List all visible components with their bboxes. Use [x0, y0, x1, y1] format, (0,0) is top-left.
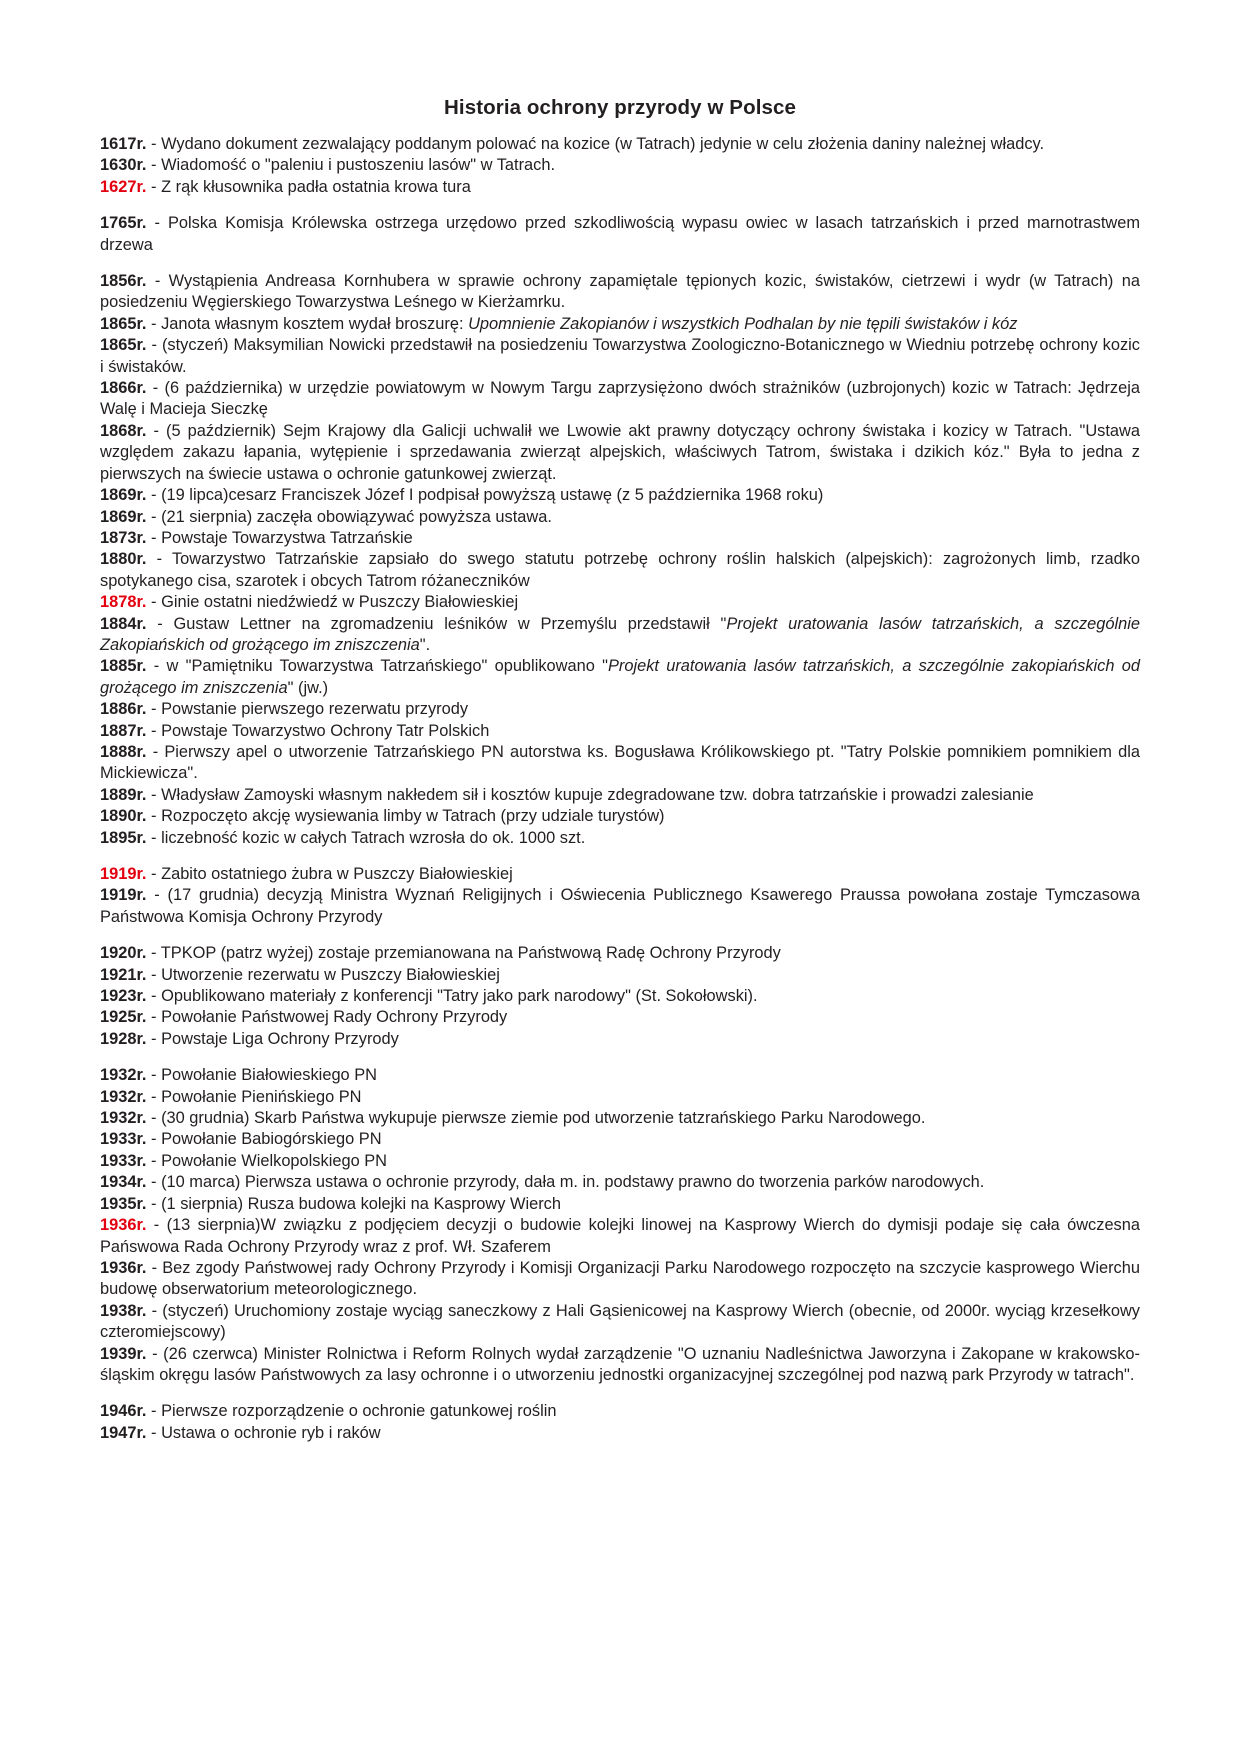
timeline-entry [100, 1401, 1140, 1422]
entry-text: " (jw.) [287, 678, 329, 697]
entry-text: - (1 sierpnia) Rusza budowa kolejki na Kasprowy Wierch [146, 1194, 561, 1213]
timeline-entry [100, 885, 1140, 928]
entry-year: 1630r. [100, 156, 147, 175]
entry-year: 1880r. [100, 550, 147, 569]
section-spacer [100, 256, 1140, 271]
entry-year: 1932r. [100, 1066, 147, 1085]
entry-text: - Bez zgody Państwowej rady Ochrony Przyrody i Komisji Organizacji Parku Narodowego rozpoczęto na szczycie kasprowego Wierchu budowę obserwatorium meteorologicznego. [100, 1258, 1140, 1299]
timeline-entry [100, 614, 1140, 657]
entry-text: - Powstaje Towarzystwa Tatrzańskie [146, 528, 413, 547]
timeline-entry [100, 378, 1140, 421]
timeline-group [100, 1065, 1140, 1386]
entry-year: 1920r. [100, 944, 147, 963]
entry-year: 1866r. [100, 379, 147, 398]
timeline-entry [100, 1258, 1140, 1301]
entry-year: 1933r. [100, 1130, 147, 1149]
entry-year: 1947r. [100, 1423, 147, 1442]
timeline-entry [100, 656, 1140, 699]
entry-year: 1873r. [100, 528, 147, 547]
entry-year: 1887r. [100, 721, 147, 740]
entry-year: 1627r. [100, 177, 147, 196]
entry-text: - TPKOP (patrz wyżej) zostaje przemianowana na Państwową Radę Ochrony Przyrody [146, 944, 781, 963]
timeline-entry [100, 742, 1140, 785]
entry-text: - Gustaw Lettner na zgromadzeniu leśników w Przemyślu przedstawił " [146, 614, 727, 633]
entry-year: 1617r. [100, 135, 147, 153]
entry-year: 1919r. [100, 886, 147, 905]
entry-year: 1878r. [100, 593, 147, 612]
timeline-entry [100, 485, 1140, 506]
entry-year: 1856r. [100, 272, 147, 291]
entry-text: - Utworzenie rezerwatu w Puszczy Białowieskiej [146, 965, 500, 984]
entry-year: 1884r. [100, 614, 147, 633]
timeline-entry [100, 785, 1140, 806]
entry-text: - Wystąpienia Andreasa Kornhubera w sprawie ochrony zapamiętale tępionych kozic, świstaków, cietrzewi i wydr (w Tatrach) na posiedzeniu Węgierskiego Towarzystwa Leśnego w Kierżamrku. [100, 272, 1140, 312]
entry-year: 1932r. [100, 1087, 147, 1106]
entry-text: - Janota własnym kosztem wydał broszurę: [146, 314, 469, 333]
entry-year: 1919r. [100, 865, 147, 883]
section-spacer [100, 198, 1140, 213]
entry-text: - Władysław Zamoyski własnym nakłedem sił i kosztów kupuje zdegradowane tzw. dobra tatrzańskie i prowadzi zalesianie [146, 785, 1034, 804]
timeline-entry [100, 864, 1140, 885]
section-spacer [100, 928, 1140, 943]
timeline-entry [100, 1108, 1140, 1129]
timeline-entry [100, 1087, 1140, 1108]
entry-year: 1869r. [100, 507, 147, 526]
entry-text: - (30 grudnia) Skarb Państwa wykupuje pierwsze ziemie pod utworzenie tatzrańskiego Parku Narodowego. [146, 1109, 926, 1128]
entry-text: - Opublikowano materiały z konferencji "Tatry jako park narodowy" (St. Sokołowski). [146, 987, 758, 1006]
entry-year: 1932r. [100, 1109, 147, 1128]
timeline-entry [100, 271, 1140, 314]
entry-text: - Powołanie Wielkopolskiego PN [146, 1151, 388, 1170]
entry-text: - (26 czerwca) Minister Rolnictwa i Reform Rolnych wydał zarządzenie "O uznaniu Nadleśnictwa Jaworzyna i Zakopane w krakowsko-śląskim okręgu lasów Państwowych za lasy ochronne i o utworzeniu jednostki organizacyjnej szczególnej pod nazwą park Przyrody w tatrach". [100, 1344, 1140, 1384]
entry-text: - Powołanie Babiogórskiego PN [146, 1130, 382, 1149]
entry-year: 1933r. [100, 1151, 147, 1170]
timeline-entry [100, 528, 1140, 549]
entry-year: 1885r. [100, 657, 147, 676]
entry-text: - (19 lipca)cesarz Franciszek Józef I podpisał powyższą ustawę (z 5 października 1968 roku) [146, 486, 824, 505]
entry-text: - Powstaje Liga Ochrony Przyrody [146, 1029, 399, 1048]
timeline-entry [100, 699, 1140, 720]
entry-text: ". [419, 635, 431, 654]
timeline-entry [100, 155, 1140, 176]
entry-text: - (6 października) w urzędzie powiatowym w Nowym Targu zaprzysiężono dwóch strażników (uzbrojonych) kozic w Tatrach: Jędrzeja Walę i Macieja Sieczkę [100, 379, 1140, 419]
entry-text: - liczebność kozic w całych Tatrach wzrosła do ok. 1000 szt. [146, 828, 586, 847]
entry-year: 1923r. [100, 987, 147, 1006]
timeline-entry [100, 806, 1140, 827]
timeline-group [100, 1401, 1140, 1444]
entry-title-italic: Projekt uratowania lasów tatrzańskich, a szczególnie Zakopiańskich od grożącego im zniszczenia [100, 614, 1141, 654]
timeline-group [100, 134, 1140, 198]
timeline-group [100, 213, 1140, 256]
page-title: Historia ochrony przyrody w Polsce [444, 96, 796, 119]
timeline-entry [100, 1172, 1140, 1193]
entry-year: 1865r. [100, 336, 147, 355]
entry-year: 1886r. [100, 700, 147, 719]
timeline-entry [100, 134, 1140, 155]
entry-year: 1869r. [100, 486, 147, 505]
entry-year: 1765r. [100, 214, 147, 233]
entry-year: 1895r. [100, 828, 147, 847]
timeline-entry [100, 177, 1140, 198]
timeline-entry [100, 1029, 1140, 1050]
entry-text: - Powstanie pierwszego rezerwatu przyrody [146, 700, 469, 719]
entry-year: 1890r. [100, 807, 147, 826]
entry-text: - Wiadomość o "paleniu i pustoszeniu lasów" w Tatrach. [146, 156, 556, 175]
timeline-entry [100, 1129, 1140, 1150]
entry-text: - Rozpoczęto akcję wysiewania limby w Tatrach (przy udziale turystów) [146, 807, 665, 826]
timeline-entry [100, 1007, 1140, 1028]
entry-text: - (10 marca) Pierwsza ustawa o ochronie przyrody, dała m. in. podstawy prawno do tworzenia parków narodowych. [146, 1173, 985, 1192]
timeline-entry [100, 828, 1140, 849]
entry-text: - Powstaje Towarzystwo Ochrony Tatr Polskich [146, 721, 490, 740]
timeline-group [100, 271, 1140, 849]
timeline-entry [100, 1065, 1140, 1086]
timeline-entry [100, 592, 1140, 613]
entry-text: - (5 październik) Sejm Krajowy dla Galicji uchwalił we Lwowie akt prawny dotyczący ochrony świstaka i kozicy w Tatrach. "Ustawa względem zakazu łapania, wytępienie i sprzedawania zwierząt alpejskich, właściwych Tatrom, świstaka i dzikich kóz." Była to jedna z pierwszych na świecie ustawa o ochronie gatunkowej zwierząt. [100, 421, 1140, 483]
timeline-entry [100, 943, 1140, 964]
entry-text: - Powołanie Państwowej Rady Ochrony Przyrody [146, 1008, 508, 1027]
timeline-group [100, 864, 1140, 928]
entry-text: - Pierwszy apel o utworzenie Tatrzańskiego PN autorstwa ks. Bogusława Królikowskiego pt. "Tatry Polskie pomnikiem pomnikiem dla Mickiewicza". [100, 742, 1140, 783]
entry-text: - (21 sierpnia) zaczęła obowiązywać powyższa ustawa. [146, 507, 552, 526]
entry-text: - Pierwsze rozporządzenie o ochronie gatunkowej roślin [146, 1402, 557, 1421]
entry-year: 1928r. [100, 1029, 147, 1048]
entry-year: 1938r. [100, 1301, 147, 1320]
timeline-group [100, 943, 1140, 1050]
entry-text: - (13 sierpnia)W związku z podjęciem decyzji o budowie kolejki linowej na Kasprowy Wierch do dymisji podaje się cała ówczesna Pańswowa Rada Ochrony Przyrody wraz z prof. Wł. Szaferem [100, 1216, 1140, 1256]
entry-text: - (styczeń) Uruchomiony zostaje wyciąg saneczkowy z Hali Gąsienicowej na Kasprowy Wierch (obecnie, od 2000r. wyciąg krzesełkowy czteromiejscowy) [100, 1301, 1140, 1342]
section-spacer [100, 849, 1140, 864]
entry-text: - Polska Komisja Królewska ostrzega urzędowo przed szkodliwością wypasu owiec w lasach tatrzańskich i przed marnotrastwem drzewa [100, 214, 1140, 254]
entry-text: - (styczeń) Maksymilian Nowicki przedstawił na posiedzeniu Towarzystwa Zoologiczno-Botanicznego w Wiedniu potrzebę ochrony kozic i świstaków. [100, 336, 1140, 376]
timeline-entry [100, 314, 1140, 335]
entry-text: - Powołanie Pienińskiego PN [146, 1087, 362, 1106]
entry-year: 1936r. [100, 1216, 147, 1235]
entry-text: - Ginie ostatni niedźwiedź w Puszczy Białowieskiej [146, 593, 519, 612]
entry-year: 1946r. [100, 1402, 147, 1421]
entry-text: - Zabito ostatniego żubra w Puszczy Białowieskiej [146, 865, 513, 883]
entry-title-italic: Projekt uratowania lasów tatrzańskich, a szczególnie zakopiańskich od grożącego im zniszczenia [100, 657, 1140, 697]
timeline-entry [100, 986, 1140, 1007]
entry-year: 1939r. [100, 1344, 147, 1363]
entry-title-italic: Upomnienie Zakopianów i wszystkich Podhalan by nie tępili świstaków i kóz [468, 314, 1018, 333]
entry-text: - Z rąk kłusownika padła ostatnia krowa tura [146, 177, 471, 196]
timeline-entry [100, 549, 1140, 592]
timeline-entries [100, 134, 1140, 1444]
entry-text: - Powołanie Białowieskiego PN [146, 1066, 377, 1085]
timeline-entry [100, 335, 1140, 378]
timeline-entry [100, 421, 1140, 485]
timeline-entry [100, 507, 1140, 528]
timeline-entry [100, 1194, 1140, 1215]
entry-text: - (17 grudnia) decyzją Ministra Wyznań Religijnych i Oświecenia Publicznego Ksawerego Praussa powołana zostaje Tymczasowa Państwowa Komisja Ochrony Przyrody [100, 886, 1140, 926]
entry-text: - Wydano dokument zezwalający poddanym polować na kozice (w Tatrach) jedynie w celu złożenia daniny należnej władcy. [146, 135, 1045, 153]
section-spacer [100, 1386, 1140, 1401]
timeline-entry [100, 1344, 1140, 1387]
entry-text: - w "Pamiętniku Towarzystwa Tatrzańskiego" opublikowano " [146, 657, 608, 676]
timeline-entry [100, 1151, 1140, 1172]
timeline-entry [100, 213, 1140, 256]
timeline-entry [100, 1423, 1140, 1444]
entry-year: 1934r. [100, 1173, 147, 1192]
entry-year: 1921r. [100, 965, 147, 984]
entry-year: 1935r. [100, 1194, 147, 1213]
section-spacer [100, 1050, 1140, 1065]
entry-year: 1865r. [100, 314, 147, 333]
entry-text: - Ustawa o ochronie ryb i raków [146, 1423, 381, 1442]
timeline-entry [100, 1301, 1140, 1344]
entry-year: 1888r. [100, 742, 147, 761]
timeline-entry [100, 965, 1140, 986]
entry-year: 1925r. [100, 1008, 147, 1027]
entry-year: 1868r. [100, 421, 147, 440]
entry-year: 1889r. [100, 785, 147, 804]
entry-year: 1936r. [100, 1258, 147, 1277]
timeline-entry [100, 721, 1140, 742]
entry-text: - Towarzystwo Tatrzańskie zapsiało do swego statutu potrzebę ochrony roślin halskich (alpejskich): zagrożonych limb, rzadko spotykanego cisa, szarotek i obcych Tatrom różaneczników [100, 550, 1140, 590]
timeline-entry [100, 1215, 1140, 1258]
